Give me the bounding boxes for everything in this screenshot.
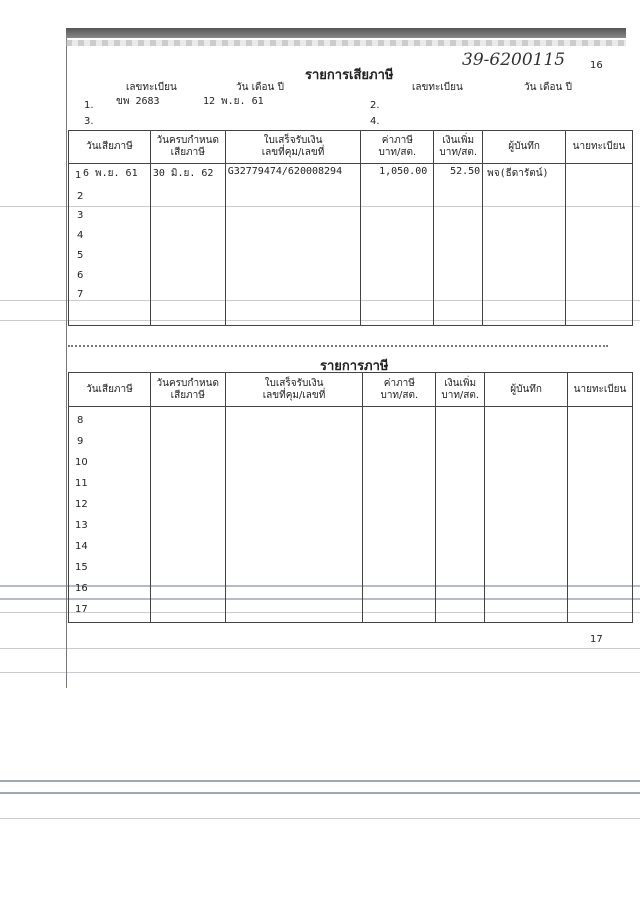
date-paid-column bbox=[69, 407, 151, 623]
row-num: 1 bbox=[75, 170, 82, 181]
table2-body bbox=[69, 407, 633, 623]
table2-header bbox=[69, 373, 633, 407]
entry-num-3: 3. bbox=[84, 116, 94, 127]
row-num: 7 bbox=[77, 289, 84, 300]
col-header: ผู้บันทึก bbox=[485, 373, 568, 407]
row-num: 13 bbox=[75, 520, 88, 531]
col-header: นายทะเบียน bbox=[568, 373, 633, 407]
row-num: 9 bbox=[77, 436, 84, 447]
recorder-column bbox=[483, 164, 566, 326]
due-date-column bbox=[150, 407, 225, 623]
entry-date-1: 12 พ.ย. 61 bbox=[203, 96, 264, 107]
left-reg-label: เลขทะเบียน bbox=[126, 82, 177, 93]
col-header: เงินเพิ่ม บาท/สต. bbox=[436, 373, 485, 407]
row-num: 3 bbox=[77, 210, 84, 221]
col-header: ค่าภาษี บาท/สต. bbox=[363, 373, 436, 407]
tax-amount: 1,050.00 bbox=[379, 166, 428, 177]
col-header: วันเสียภาษี bbox=[69, 131, 151, 164]
col-header: วันเสียภาษี bbox=[69, 373, 151, 407]
entry-num-1: 1. bbox=[84, 100, 94, 111]
col-header: ใบเสร็จรับเงิน เลขที่คุม/เลขที่ bbox=[225, 131, 361, 164]
col-header: นายทะเบียน bbox=[566, 131, 633, 164]
form-title: รายการเสียภาษี bbox=[305, 68, 394, 83]
row-num: 4 bbox=[77, 230, 84, 241]
receipt-column bbox=[225, 407, 363, 623]
extra-column bbox=[434, 164, 483, 326]
table1-body bbox=[69, 164, 633, 326]
tax-column bbox=[361, 164, 434, 326]
row-num: 12 bbox=[75, 499, 88, 510]
receipt-number: G32779474/620008294 bbox=[227, 166, 343, 177]
extra-amount: 52.50 bbox=[450, 166, 481, 177]
row-num: 16 bbox=[75, 583, 88, 594]
page-number-bottom: 17 bbox=[590, 634, 603, 645]
row-num: 11 bbox=[75, 478, 88, 489]
entry-reg-1: ขพ 2683 bbox=[116, 96, 160, 107]
date-paid: 6 พ.ย. 61 bbox=[83, 168, 138, 179]
row-num: 10 bbox=[75, 457, 88, 468]
row-num: 8 bbox=[77, 415, 84, 426]
due-date: 30 มิ.ย. 62 bbox=[152, 168, 214, 179]
row-num: 14 bbox=[75, 541, 88, 552]
due-date-column bbox=[150, 164, 225, 326]
recorder-name: พจ(ธีดารัตน์) bbox=[487, 168, 549, 179]
handwritten-number: 39-6200115 bbox=[462, 50, 566, 70]
tax-table-2 bbox=[68, 372, 633, 623]
row-num: 5 bbox=[77, 250, 84, 261]
right-reg-label: เลขทะเบียน bbox=[412, 82, 463, 93]
entry-num-4: 4. bbox=[370, 116, 380, 127]
col-header: เงินเพิ่ม บาท/สต. bbox=[434, 131, 483, 164]
table1-header bbox=[69, 131, 633, 164]
col-header: วันครบกำหนด เสียภาษี bbox=[150, 131, 225, 164]
right-date-label: วัน เดือน ปี bbox=[524, 82, 572, 93]
row-num: 15 bbox=[75, 562, 88, 573]
left-date-label: วัน เดือน ปี bbox=[236, 82, 284, 93]
row-num: 17 bbox=[75, 604, 88, 615]
receipt-column bbox=[225, 164, 361, 326]
col-header: ผู้บันทึก bbox=[483, 131, 566, 164]
page-number-top: 16 bbox=[590, 60, 603, 71]
extra-column bbox=[436, 407, 485, 623]
row-num: 2 bbox=[77, 191, 84, 202]
header-bar bbox=[66, 28, 626, 38]
col-header: ค่าภาษี บาท/สต. bbox=[361, 131, 434, 164]
tax-table-1 bbox=[68, 130, 633, 326]
col-header: วันครบกำหนด เสียภาษี bbox=[150, 373, 225, 407]
date-paid-column bbox=[69, 164, 151, 326]
col-header: ใบเสร็จรับเงิน เลขที่คุม/เลขที่ bbox=[225, 373, 363, 407]
tax-column bbox=[363, 407, 436, 623]
entry-num-2: 2. bbox=[370, 100, 380, 111]
recorder-column bbox=[485, 407, 568, 623]
row-num: 6 bbox=[77, 270, 84, 281]
registrar-column bbox=[568, 407, 633, 623]
cut-line bbox=[68, 345, 608, 347]
form-title-2: รายการภาษี bbox=[320, 359, 389, 374]
header-bar-texture bbox=[66, 40, 626, 46]
registrar-column bbox=[566, 164, 633, 326]
